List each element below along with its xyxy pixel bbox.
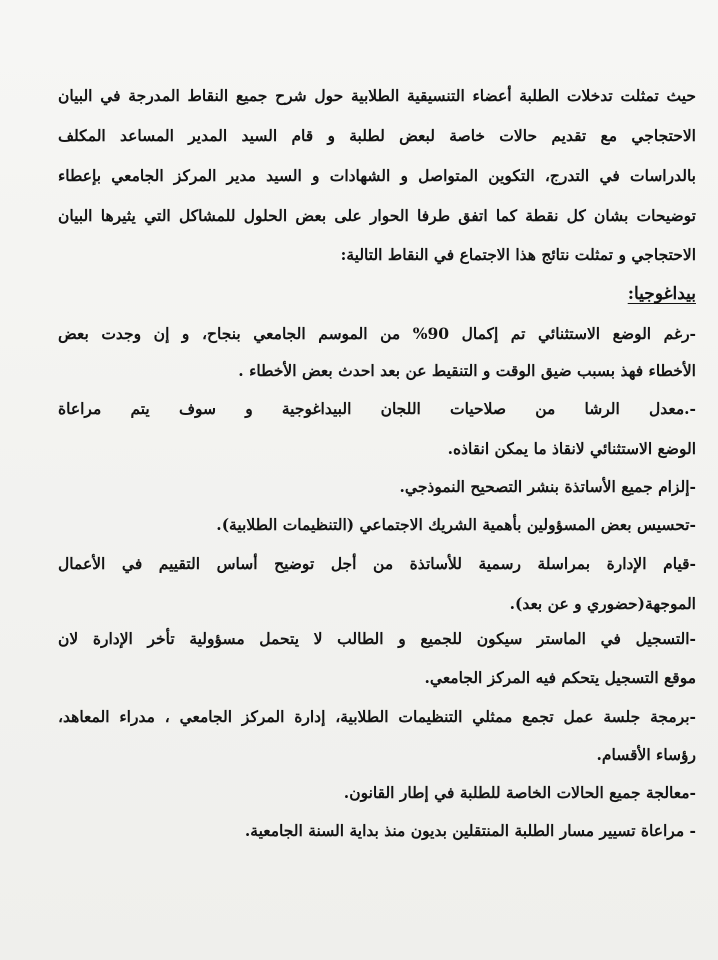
list-item-4-line-1: -تحسيس بعض المسؤولين بأهمية الشريك الاجتماعي (التنظيمات الطلابية).: [216, 515, 696, 534]
list-item-6-line-1: -التسجيل في الماستر سيكون للجميع و الطالب لا يتحمل مسؤولية تأخر الإدارة لان: [58, 629, 696, 648]
list-item-5-line-2: الموجهة(حضوري و عن بعد).: [509, 594, 696, 613]
intro-line-5: الاحتجاجي و تمثلت نتائج هذا الاجتماع في النقاط التالية:: [340, 245, 696, 264]
intro-line-1: حيث تمثلت تدخلات الطلبة أعضاء التنسيقية الطلابية حول شرح جميع النقاط المدرجة في البيان: [58, 86, 696, 105]
list-item-9-line-1: - مراعاة تسيير مسار الطلبة المنتقلين بديون منذ بداية السنة الجامعية.: [244, 821, 696, 840]
list-item-8-line-1: -معالجة جميع الحالات الخاصة للطلبة في إطار القانون.: [343, 783, 696, 802]
list-item-7-line-2: رؤساء الأقسام.: [596, 745, 696, 764]
list-item-7-line-1: -برمجة جلسة عمل تجمع ممثلي التنظيمات الطلابية، إدارة المركز الجامعي ، مدراء المعاهد،: [58, 707, 696, 726]
list-item-1-line-1: -رغم الوضع الاستثنائي تم إكمال 90% من الموسم الجامعي بنجاح، و إن وجدت بعض: [58, 324, 696, 343]
intro-line-2: الاحتجاجي مع تقديم حالات خاصة لبعض لطلبة و قام السيد المدير المساعد المكلف: [58, 126, 696, 145]
list-item-2-line-1: -.معدل الرشا من صلاحيات اللجان البيداغوجية و سوف يتم مراعاة: [58, 399, 696, 418]
list-item-1-line-2: الأخطاء فهذ بسبب ضيق الوقت و التنقيط عن بعد احدث بعض الأخطاء .: [238, 361, 696, 380]
list-item-2-line-2: الوضع الاستثنائي لانقاذ ما يمكن انقاذه.: [447, 439, 696, 458]
list-item-3-line-1: -إلزام جميع الأساتذة بنشر التصحيح النموذجي.: [399, 477, 696, 496]
intro-line-3: بالدراسات في التدرج، التكوين المتواصل و الشهادات و السيد مدير المركز الجامعي بإعطاء: [58, 166, 696, 185]
intro-line-4: توضيحات بشان كل نقطة كما اتفق طرفا الحوار على بعض الحلول للمشاكل التي يثيرها البيان: [58, 206, 696, 225]
list-item-6-line-2: موقع التسجيل يتحكم فيه المركز الجامعي.: [424, 668, 696, 687]
section-heading: بيداغوجيا:: [627, 284, 696, 304]
list-item-5-line-1: -قيام الإدارة بمراسلة رسمية للأساتذة من أجل توضيح أساس التقييم في الأعمال: [58, 554, 696, 573]
